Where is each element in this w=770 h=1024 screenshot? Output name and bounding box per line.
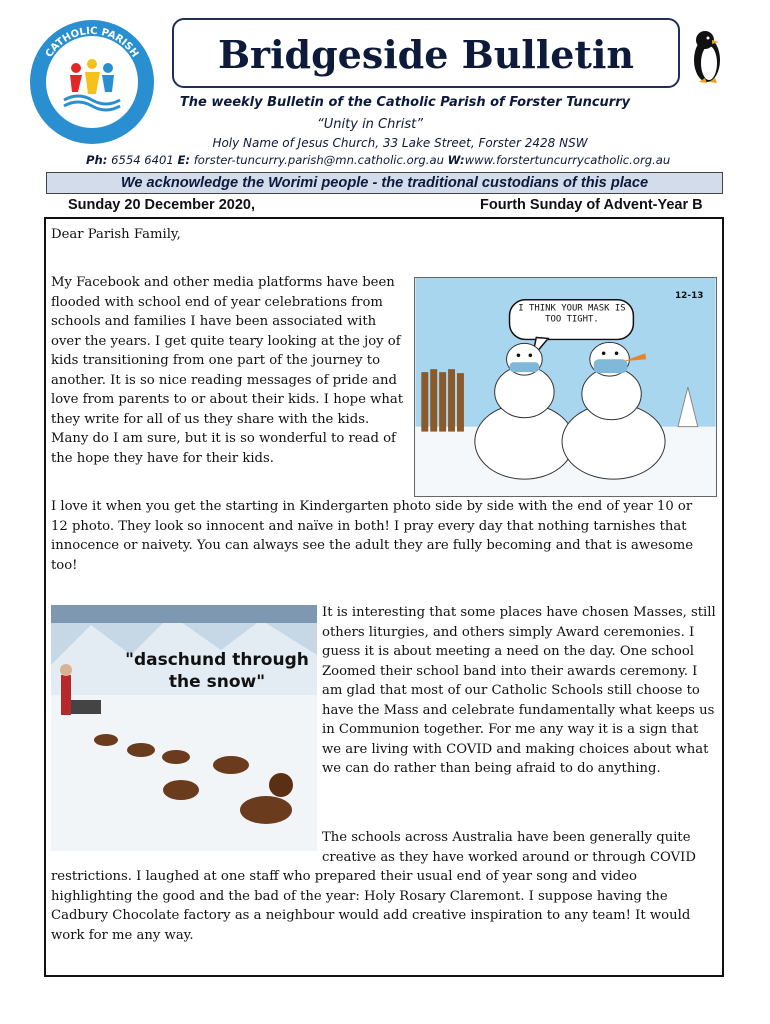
article-paragraph: restrictions. I laughed at one staff who prepared their usual end of year song and video highlighting the good and the bad of the year: Holy Rosary Claremont. I suppose having the Cadbury Chocolate factory as a neighbour would add creative inspiration to any team! It would work for me any way.	[51, 869, 691, 943]
logo-bottom-text: FORSTER TUNCURRY	[47, 92, 137, 126]
bulletin-subtitle: The weekly Bulletin of the Catholic Parish of Forster Tuncurry	[179, 95, 631, 110]
phone-label: Ph:	[86, 153, 108, 167]
photo-caption: "daschund through the snow"	[125, 650, 309, 692]
cartoon-date: 12-13	[674, 290, 704, 301]
website-link[interactable]: www.forstertuncurrycatholic.org.au	[464, 153, 671, 167]
parish-motto: “Unity in Christ”	[317, 117, 423, 132]
penguin-icon	[690, 28, 724, 84]
email-label: E:	[177, 153, 191, 167]
church-address: Holy Name of Jesus Church, 33 Lake Street, Forster 2428 NSW	[212, 136, 588, 150]
logo-top-text: CATHOLIC PARISH	[43, 25, 141, 60]
parish-logo	[30, 20, 154, 144]
email-address[interactable]: forster-tuncurry.parish@mn.catholic.org.au	[193, 153, 444, 167]
acknowledgement-banner: We acknowledge the Worimi people - the traditional custodians of this place	[46, 172, 723, 194]
bulletin-title-box	[172, 18, 680, 88]
article-paragraph: I love it when you get the starting in Kindergarten photo side by side with the end of year 10 or 12 photo. They look so innocent and naïve in both! I pray every day that nothing tarnishes that innocence or naivety. You can always see the adult they are fully becoming and that is awesome too!	[51, 499, 694, 573]
bulletin-title: Bridgeside Bulletin	[217, 32, 635, 77]
dachshund-photo	[51, 605, 317, 851]
svg-text:FORSTER TUNCURRY	[48, 92, 137, 125]
liturgical-week: Fourth Sunday of Advent-Year B	[480, 197, 703, 213]
web-label: W:	[447, 153, 465, 167]
article-paragraph: It is interesting that some places have chosen Masses, still others liturgies, and others simply Award ceremonies. I guess it is about meeting a need on the day. One school Zoomed their school band into their awards ceremony. I am glad that most of our Catholic Schools still choose to have the Mass and celebrate fundamentally what keeps us in Communion together. For me any way it is a sign that we are living with COVID and making choices about what we can do rather than being afraid to do anything.	[322, 605, 716, 776]
svg-text:CATHOLIC PARISH	[44, 26, 140, 60]
issue-date: Sunday 20 December 2020,	[68, 197, 255, 213]
phone-number[interactable]: 6554 6401	[111, 153, 174, 167]
article-greeting: Dear Parish Family,	[51, 227, 181, 242]
contact-line	[86, 153, 736, 167]
article-paragraph: My Facebook and other media platforms have been flooded with school end of year celebrations from schools and families I have been associated with over the years. I get quite teary looking at the joy of kids transitioning from one part of the journey to another. It is so nice reading messages of pride and love from parents to or about their kids. I hope what they write for all of us they share with the kids. Many do I am sure, but it is so wonderful to read of the hope they have for their kids.	[51, 275, 404, 466]
snowman-cartoon	[414, 277, 717, 497]
article-paragraph: The schools across Australia have been generally quite creative as they have worked around or through COVID	[322, 830, 696, 865]
cartoon-speech-text: I THINK YOUR MASK IS TOO TIGHT.	[518, 303, 626, 325]
